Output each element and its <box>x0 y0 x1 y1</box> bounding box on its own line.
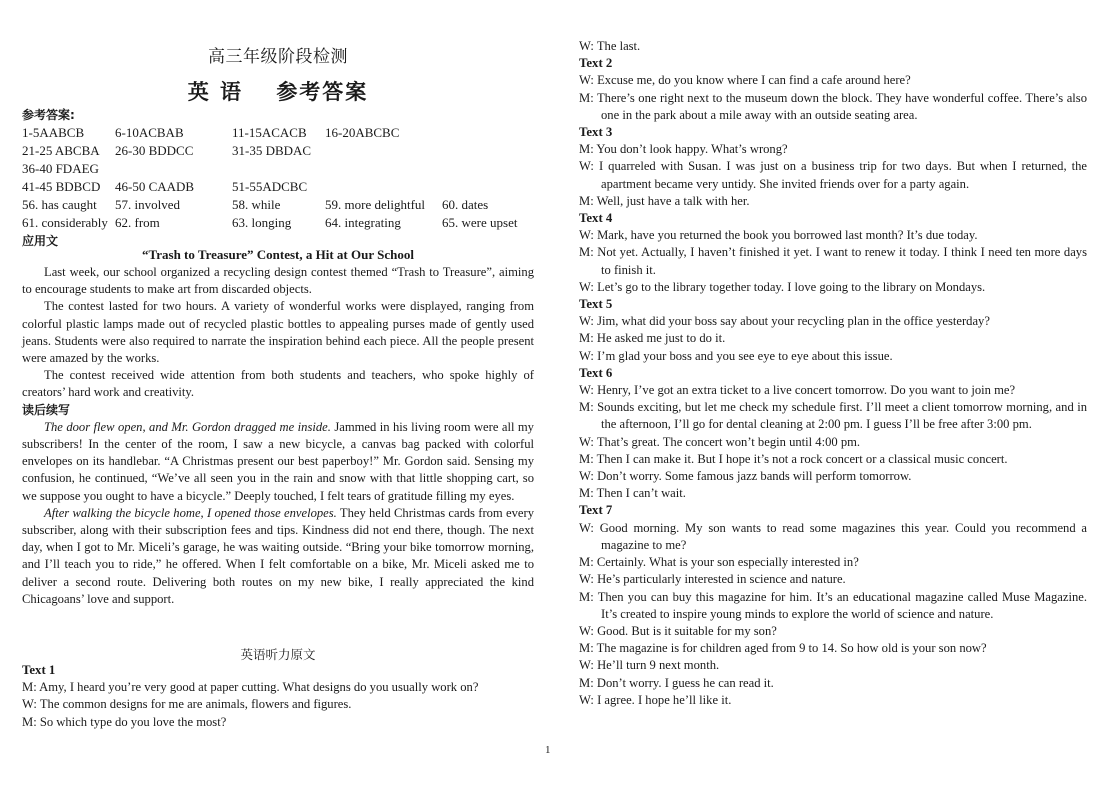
dialog-line: W: The common designs for me are animals, flowers and figures. <box>22 697 352 712</box>
dialog-line: W: Excuse me, do you know where I can find a cafe around here? <box>579 73 911 88</box>
answer-cell: 59. more delightful <box>325 197 426 212</box>
dialog-line: W: Good morning. My son wants to read some magazines this year. Could you recommend a magazine to me? <box>579 520 1087 552</box>
text-label: Text 3 <box>579 125 613 140</box>
text-label: Text 4 <box>579 211 613 226</box>
dialog-line: M: There’s one right next to the museum down the block. They have wonderful coffee. There’s also one in the park about a mile away with an outside seating area. <box>579 90 1087 122</box>
dialog-line: M: The magazine is for children aged from 9 to 14. So how old is your son now? <box>579 641 987 656</box>
dialog-line: W: He’s particularly interested in science and nature. <box>579 572 846 587</box>
answer-cell: 46-50 CAADB <box>115 179 195 194</box>
listening-script-left <box>22 662 534 731</box>
text-label: Text 6 <box>579 365 613 380</box>
continuation-paragraph <box>22 419 534 505</box>
answer-row <box>22 142 534 160</box>
listening-script-title: 英语听力原文 <box>240 647 316 662</box>
essay-paragraph: Last week, our school organized a recycling design contest themed “Trash to Treasure”, aiming to encourage students to make art from discarded objects. <box>22 265 534 297</box>
answer-cell: 16-20ABCBC <box>325 125 400 140</box>
dialog-line: W: Mark, have you returned the book you borrowed last month? It’s due today. <box>579 228 978 243</box>
answer-row <box>22 124 534 142</box>
answer-row <box>22 196 534 214</box>
answer-key-heading: 参考答案: <box>22 108 75 122</box>
dialog-line: W: The last. <box>579 39 641 53</box>
dialog-line: M: Certainly. What is your son especially interested in? <box>579 555 859 570</box>
dialog-line: W: I agree. I hope he’ll like it. <box>579 692 732 707</box>
continuation-opening-sentence: The door flew open, and Mr. Gordon dragged me inside. <box>44 419 331 434</box>
answer-cell: 62. from <box>115 215 160 230</box>
answer-cell: 56. has caught <box>22 197 97 212</box>
dialog-line: W: Don’t worry. Some famous jazz bands will perform tomorrow. <box>579 469 912 484</box>
dialog-line: M: So which type do you love the most? <box>22 714 227 729</box>
dialog-line: W: Jim, what did your boss say about your recycling plan in the office yesterday? <box>579 314 990 329</box>
dialog-line: M: Sounds exciting, but let me check my schedule first. I’ll meet a client tomorrow morning, and in the afternoon, I’ll go for dental cleaning at 2:00 pm. I guess I’ll be free after 3:00 pm. <box>579 400 1087 432</box>
dialog-line: M: You don’t look happy. What’s wrong? <box>579 142 788 157</box>
answer-key-title <box>22 76 534 106</box>
answer-cell: 26-30 BDDCC <box>115 143 194 158</box>
dialog-line: W: That’s great. The concert won’t begin until 4:00 pm. <box>579 434 861 449</box>
answer-row <box>22 160 534 178</box>
answer-cell: 57. involved <box>115 197 180 212</box>
text-label: Text 1 <box>22 663 56 677</box>
exam-title: 高三年级阶段检测 <box>208 47 348 67</box>
dialog-line: W: Let’s go to the library together today. I love going to the library on Mondays. <box>579 279 986 294</box>
answer-cell: 64. integrating <box>325 215 401 230</box>
answer-cell: 63. longing <box>232 215 292 230</box>
dialog-line: M: Amy, I heard you’re very good at paper cutting. What designs do you usually work on? <box>22 680 479 695</box>
essay-paragraph: The contest received wide attention from both students and teachers, who spoke highly of creators’ hard work and creativity. <box>22 368 534 400</box>
dialog-line: W: I’m glad your boss and you see eye to eye about this issue. <box>579 348 893 363</box>
dialog-line: M: Then I can’t wait. <box>579 486 686 501</box>
answer-cell: 61. considerably <box>22 215 108 230</box>
continuation-paragraph <box>22 505 534 608</box>
listening-script-right <box>579 38 1087 709</box>
answer-row <box>22 214 534 232</box>
dialog-line: W: I quarreled with Susan. I was just on a business trip for two days. But when I returned, the apartment became very untidy. She invited friends over for a party again. <box>579 159 1087 191</box>
dialog-line: M: Well, just have a talk with her. <box>579 193 750 208</box>
answer-cell: 58. while <box>232 197 281 212</box>
answer-cell: 65. were upset <box>442 215 518 230</box>
continuation-section-label: 读后续写 <box>22 402 71 417</box>
text-label: Text 7 <box>579 503 613 518</box>
continuation-opening-sentence: After walking the bicycle home, I opened those envelopes. <box>44 505 337 520</box>
writing-section-label: 应用文 <box>22 234 59 248</box>
answer-cell: 1-5AABCB <box>22 125 85 140</box>
dialog-line: M: He asked me just to do it. <box>579 331 726 346</box>
answer-cell: 60. dates <box>442 197 489 212</box>
continuation-text: Jammed in his living room were all my subscribers! In the center of the room, I saw a new bicycle, a canvas bag packed with colorful envelopes on its handlebar. “A Christmas present our best paperboy!” Mr. Gordon said. Sensing my confusion, he continued, “We’ve all seen you in the rain and snow with that little shopping cart, so we suppose you ought to have a bicycle.” Deeply touched, I felt tears of gratitude filling my eyes. <box>22 419 534 503</box>
dialog-line: W: Henry, I’ve got an extra ticket to a live concert tomorrow. Do you want to join me? <box>579 383 1016 398</box>
dialog-line: M: Don’t worry. I guess he can read it. <box>579 675 774 690</box>
answer-row <box>22 178 534 196</box>
essay-body <box>22 264 534 608</box>
answer-cell: 36-40 FDAEG <box>22 161 99 176</box>
answer-cell: 31-35 DBDAC <box>232 143 312 158</box>
answer-cell: 21-25 ABCBA <box>22 143 100 158</box>
dialog-line: W: He’ll turn 9 next month. <box>579 658 720 673</box>
answer-cell: 6-10ACBAB <box>115 125 184 140</box>
text-label: Text 2 <box>579 56 613 71</box>
dialog-line: M: Not yet. Actually, I haven’t finished it yet. I want to renew it today. I think I need ten more days to finish it. <box>579 245 1087 277</box>
dialog-line: W: Good. But is it suitable for my son? <box>579 623 777 638</box>
answer-rows <box>22 124 534 232</box>
answer-cell: 41-45 BDBCD <box>22 179 101 194</box>
answer-cell: 11-15ACACB <box>232 125 307 140</box>
subject-label: 英 语 <box>187 80 243 104</box>
essay-paragraph: The contest lasted for two hours. A variety of wonderful works were displayed, ranging from colorful plastic lamps made out of recycled plastic bottles to appealing purses made of gently used jeans. Students were also required to narrate the inspiration behind each piece. All the people present were amazed by the works. <box>22 299 534 366</box>
dialog-line: M: Then I can make it. But I hope it’s not a rock concert or a classical music concert. <box>579 451 1008 466</box>
answer-key-label: 参考答案 <box>276 80 369 104</box>
continuation-text: They held Christmas cards from every subscriber, along with their subscription fees and tips. Kindness did not end there, though. The next day, when I got to Mr. Miceli’s garage, he was waiting outside. “Bring your bike tomorrow morning, and I’ll teach you to ride,” he offered. When I felt comfortable on a bike, Mr. Miceli asked me to deliver a second route. Delivering both routes on my new bike, I really appreciated the kind Chicagoans’ love and support. <box>22 505 534 606</box>
dialog-line: M: Then you can buy this magazine for him. It’s an educational magazine called Muse Magazine. It’s created to inspire young minds to explore the world of science and nature. <box>579 589 1087 621</box>
answer-key <box>22 106 534 250</box>
essay-title: “Trash to Treasure” Contest, a Hit at Our School <box>142 247 414 262</box>
text-label: Text 5 <box>579 297 613 312</box>
answer-cell: 51-55ADCBC <box>232 179 308 194</box>
page-number: 1 <box>545 744 551 756</box>
